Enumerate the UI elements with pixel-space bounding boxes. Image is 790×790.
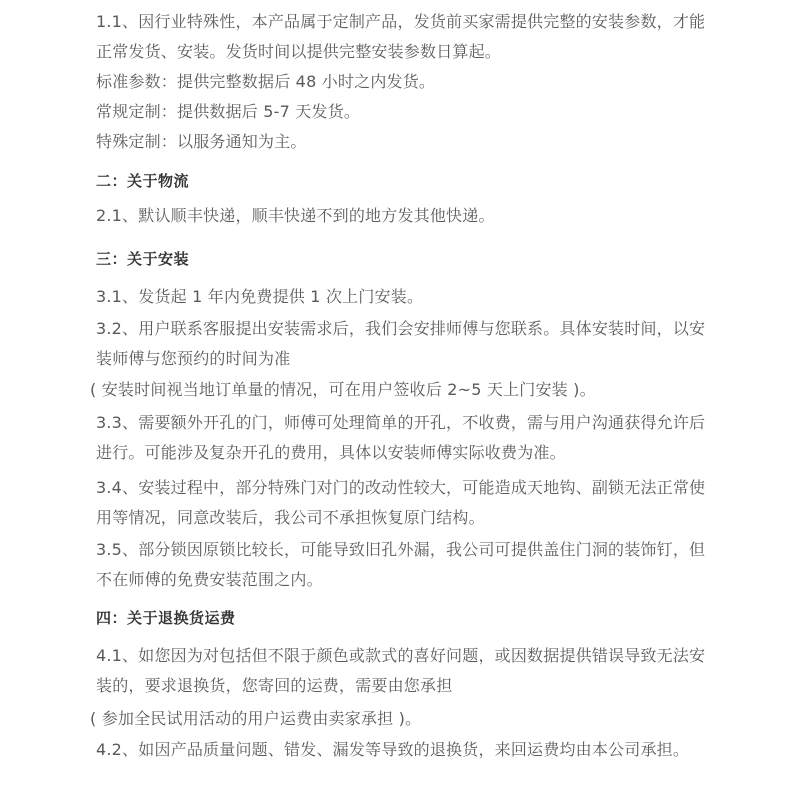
paragraph-3-4: 3.4、安装过程中，部分特殊门对门的改动性较大，可能造成天地钩、副锁无法正常使用等情况，同意改装后，我公司不承担恢复原门结构。 (96, 478, 706, 527)
heading-installation: 三：关于安装 (96, 250, 190, 268)
paragraph-special-custom: 特殊定制：以服务通知为主。 (96, 132, 307, 151)
paragraph-standard-params: 标准参数：提供完整数据后 48 小时之内发货。 (96, 72, 436, 91)
paragraph-3-1: 3.1、发货起 1 年内免费提供 1 次上门安装。 (96, 287, 424, 306)
paragraph-1-1: 1.1、因行业特殊性，本产品属于定制产品，发货前买家需提供完整的安装参数，才能正常发货、安装。发货时间以提供完整安装参数日算起。 (96, 12, 706, 61)
paragraph-4-2: 4.2、如因产品质量问题、错发、漏发等导致的退换货，来回运费均由本公司承担。 (96, 740, 690, 759)
paragraph-3-5: 3.5、部分锁因原锁比较长，可能导致旧孔外漏，我公司可提供盖住门洞的装饰钉，但不在师傅的免费安装范围之内。 (96, 540, 706, 589)
paragraph-regular-custom: 常规定制：提供数据后 5-7 天发货。 (96, 102, 361, 121)
paragraph-3-2-note: ( 安装时间视当地订单量的情况，可在用户签收后 2~5 天上门安装 )。 (90, 380, 596, 399)
paragraph-4-1: 4.1、如您因为对包括但不限于颜色或款式的喜好问题，或因数据提供错误导致无法安装的，要求退换货，您寄回的运费，需要由您承担 (96, 646, 706, 695)
paragraph-4-1-note: ( 参加全民试用活动的用户运费由卖家承担 )。 (90, 709, 422, 728)
paragraph-3-2: 3.2、用户联系客服提出安装需求后，我们会安排师傅与您联系。具体安装时间，以安装师傅与您预约的时间为准 (96, 319, 706, 368)
heading-return-shipping: 四：关于退换货运费 (96, 609, 236, 627)
paragraph-3-3: 3.3、需要额外开孔的门，师傅可处理简单的开孔，不收费，需与用户沟通获得允许后进行。可能涉及复杂开孔的费用，具体以安装师傅实际收费为准。 (96, 413, 706, 462)
heading-logistics: 二：关于物流 (96, 172, 190, 190)
paragraph-2-1: 2.1、默认顺丰快递，顺丰快递不到的地方发其他快递。 (96, 206, 495, 225)
